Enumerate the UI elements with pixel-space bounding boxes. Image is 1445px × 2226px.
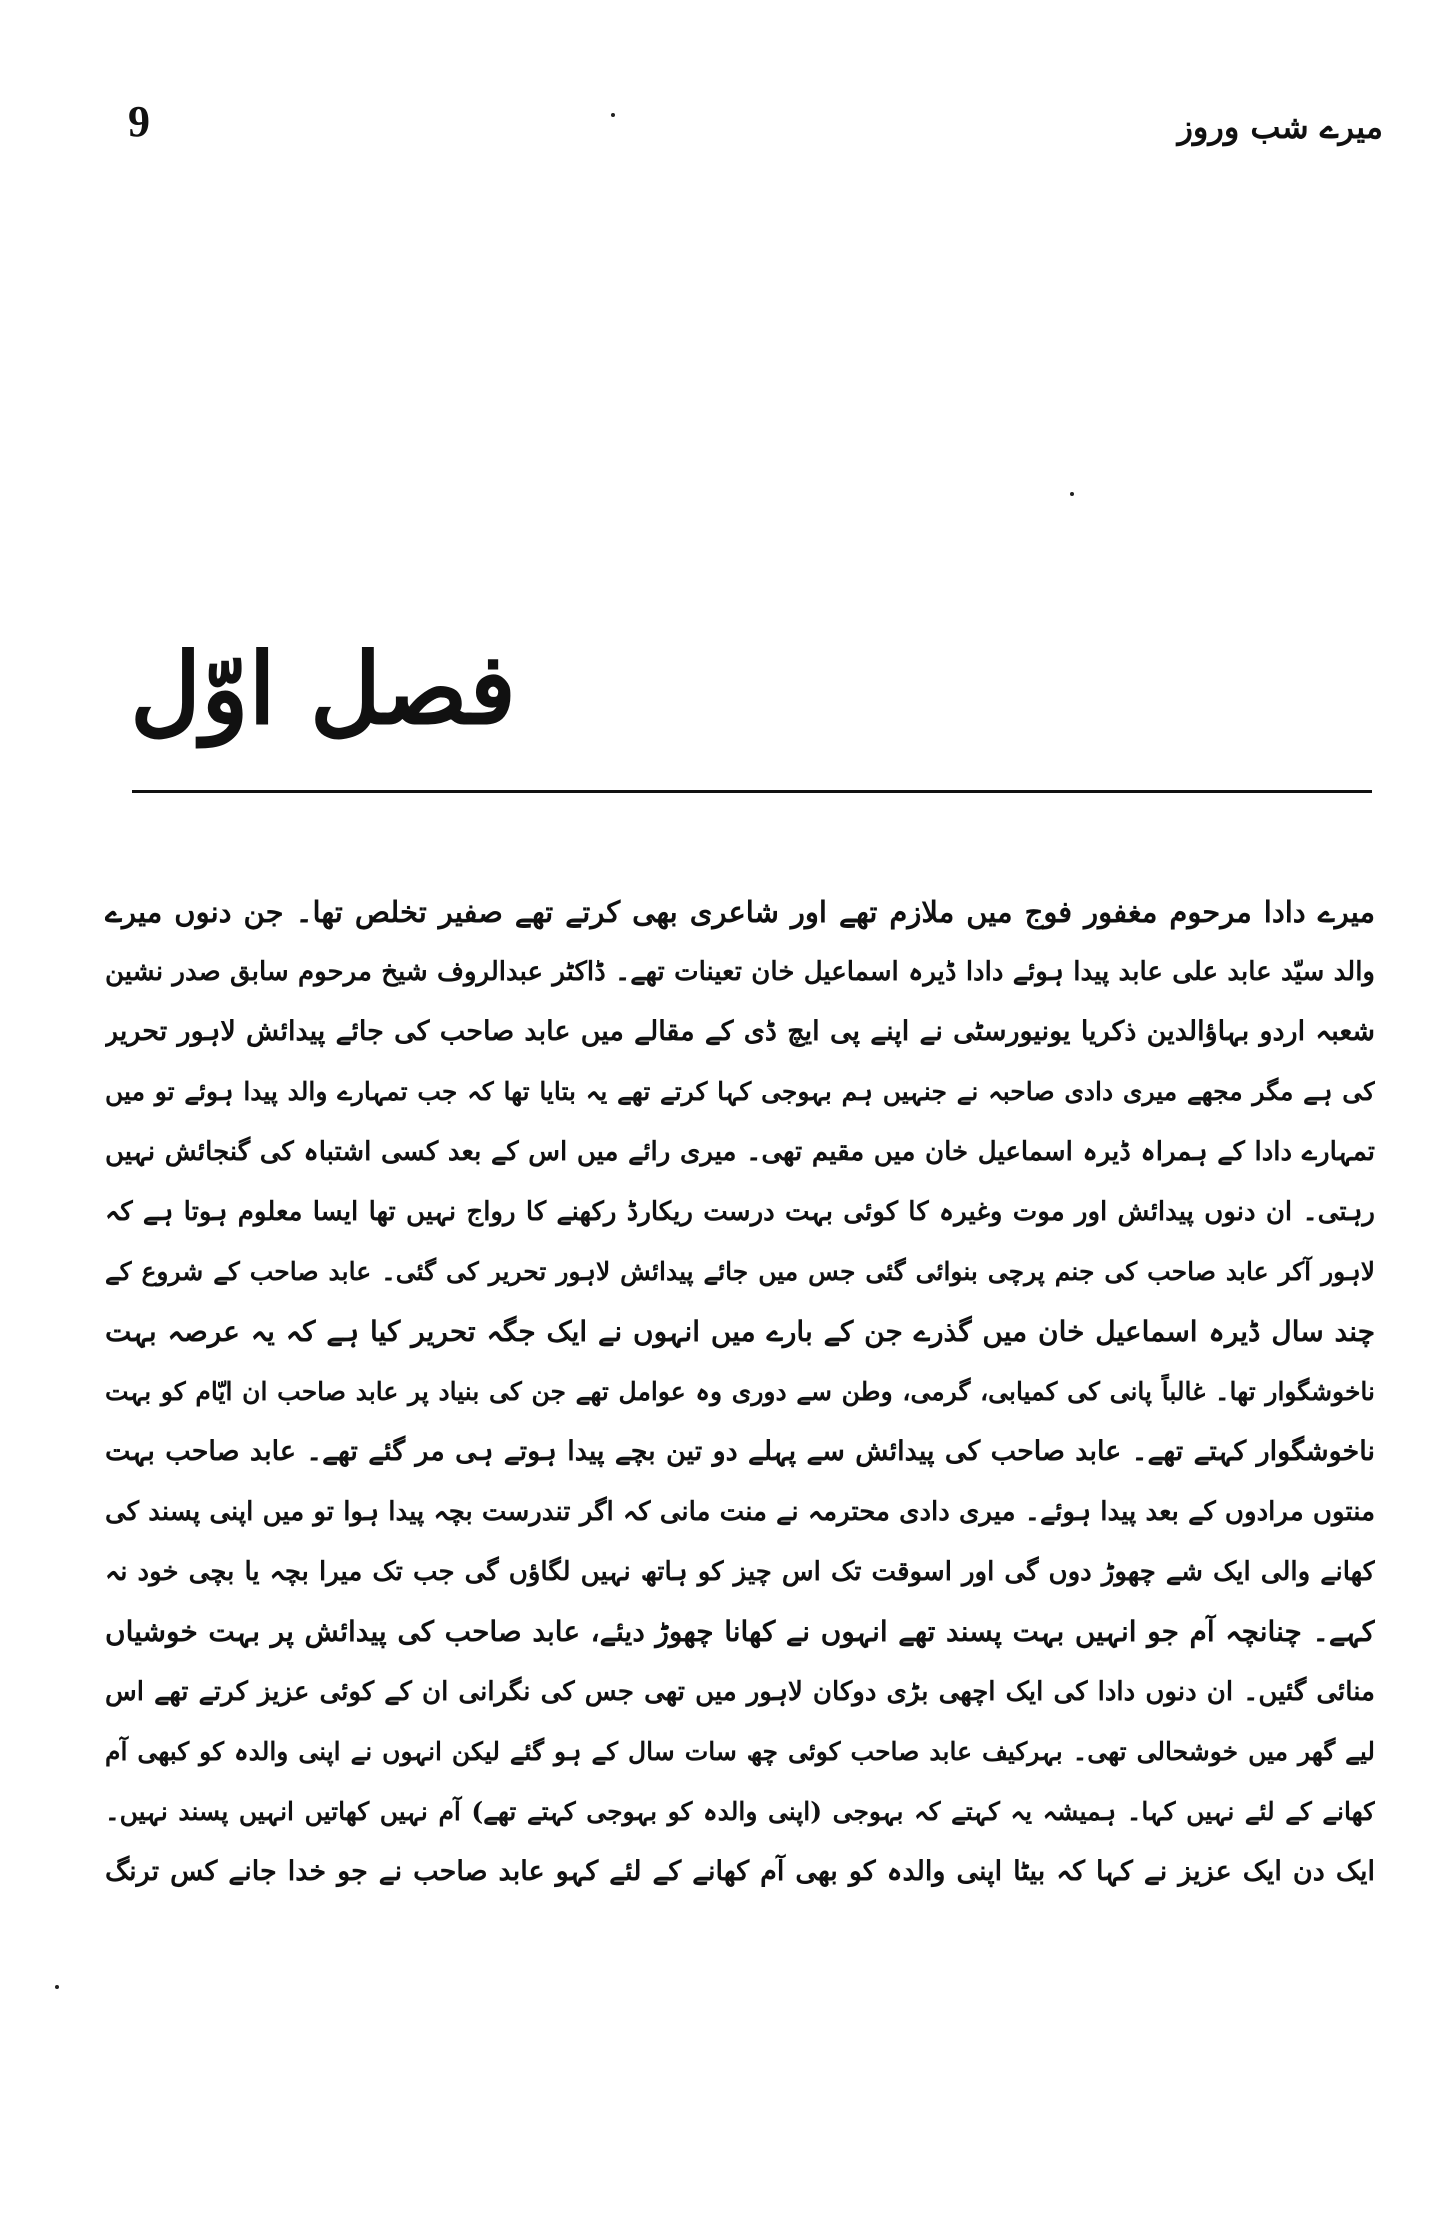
text-line: کھانے والی ایک شے چھوڑ دوں گی اور اسوقت تک اس چیز کو ہاتھ نہیں لگاؤں گی جب تک میرا بچہ یا بچی خود نہ [105,1557,1375,1587]
text-line: لاہور آکر عابد صاحب کی جنم پرچی بنوائی گئی جس میں جائے پیدائش لاہور تحریر کی گئی۔ عابد صاحب کے شروع کے [105,1257,1375,1286]
text-line: منائی گئیں۔ ان دنوں دادا کی ایک اچھی بڑی دوکان لاہور میں تھی جس کی نگرانی ان کے کوئی عزیز کرتے تھے اس [105,1677,1375,1707]
text-line: کی ہے مگر مجھے میری دادی صاحبہ نے جنہیں ہم بہوجی کہا کرتے تھے یہ بتایا تھا کہ جب تمہارے والد پیدا ہوئے تو میں [105,1077,1375,1106]
text-line: والد سیّد عابد علی عابد پیدا ہوئے دادا ڈیرہ اسماعیل خان تعینات تھے۔ ڈاکٹر عبدالروف شیخ مرحوم سابق صدر نشین [105,957,1375,987]
chapter-title: فصل اوّل [130,632,516,747]
text-line: کہے۔ چنانچہ آم جو انہیں بہت پسند تھے انہوں نے کھانا چھوڑ دیئے، عابد صاحب کی پیدائش پر بہت خوشیاں [105,1615,1375,1648]
text-line: ناخوشگوار تھا۔ غالباً پانی کی کمیابی، گرمی، وطن سے دوری وہ عوامل تھے جن کی بنیاد پر عابد صاحب ان ایّام کو بہت [105,1377,1375,1406]
scan-speck [1070,492,1074,496]
text-line: شعبہ اردو بہاؤالدین ذکریا یونیورسٹی نے اپنے پی ایچ ڈی کے مقالے میں عابد صاحب کی جائے پیدائش لاہور تحریر [105,1016,1375,1047]
text-line: میرے دادا مرحوم مغفور فوج میں ملازم تھے اور شاعری بھی کرتے تھے صفیر تخلص تھا۔ جن دنوں میرے [105,895,1375,929]
text-line: کھانے کے لئے نہیں کہا۔ ہمیشہ یہ کہتے کہ بہوجی (اپنی والدہ کو بہوجی کہتے تھے) آم نہیں کھاتیں انہیں پسند نہیں۔ [105,1797,1375,1826]
text-line: لیے گھر میں خوشحالی تھی۔ بہرکیف عابد صاحب کوئی چھ سات سال کے ہو گئے لیکن انہوں نے اپنی والدہ کو کبھی آم [105,1737,1375,1766]
title-rule [132,790,1372,793]
text-line: چند سال ڈیرہ اسماعیل خان میں گذرے جن کے بارے میں انہوں نے ایک جگہ تحریر کیا ہے کہ یہ عرصہ بہت [105,1315,1375,1348]
text-line: ناخوشگوار کہتے تھے۔ عابد صاحب کی پیدائش سے پہلے دو تین بچے پیدا ہوتے ہی مر گئے تھے۔ عابد صاحب بہت [105,1436,1375,1467]
text-line: تمہارے دادا کے ہمراہ ڈیرہ اسماعیل خان میں مقیم تھی۔ میری رائے میں اس کے بعد کسی اشتباہ کی گنجائش نہیں [105,1137,1375,1167]
body-text [105,882,1375,1902]
page-number: 9 [128,97,150,146]
scan-speck [611,113,615,117]
text-line: ایک دن ایک عزیز نے کہا کہ بیٹا اپنی والدہ کو بھی آم کھانے کے لئے کہو عابد صاحب نے جو خدا جانے کس ترنگ [105,1856,1375,1887]
text-line: رہتی۔ ان دنوں پیدائش اور موت وغیرہ کا کوئی بہت درست ریکارڈ رکھنے کا رواج نہیں تھا ایسا معلوم ہوتا ہے کہ [105,1197,1375,1227]
running-title: میرے شب وروز [1177,108,1383,146]
text-line: منتوں مرادوں کے بعد پیدا ہوئے۔ میری دادی محترمہ نے منت مانی کہ اگر تندرست بچہ پیدا ہوا تو میں اپنی پسند کی [105,1497,1375,1527]
scan-speck [55,1985,59,1989]
